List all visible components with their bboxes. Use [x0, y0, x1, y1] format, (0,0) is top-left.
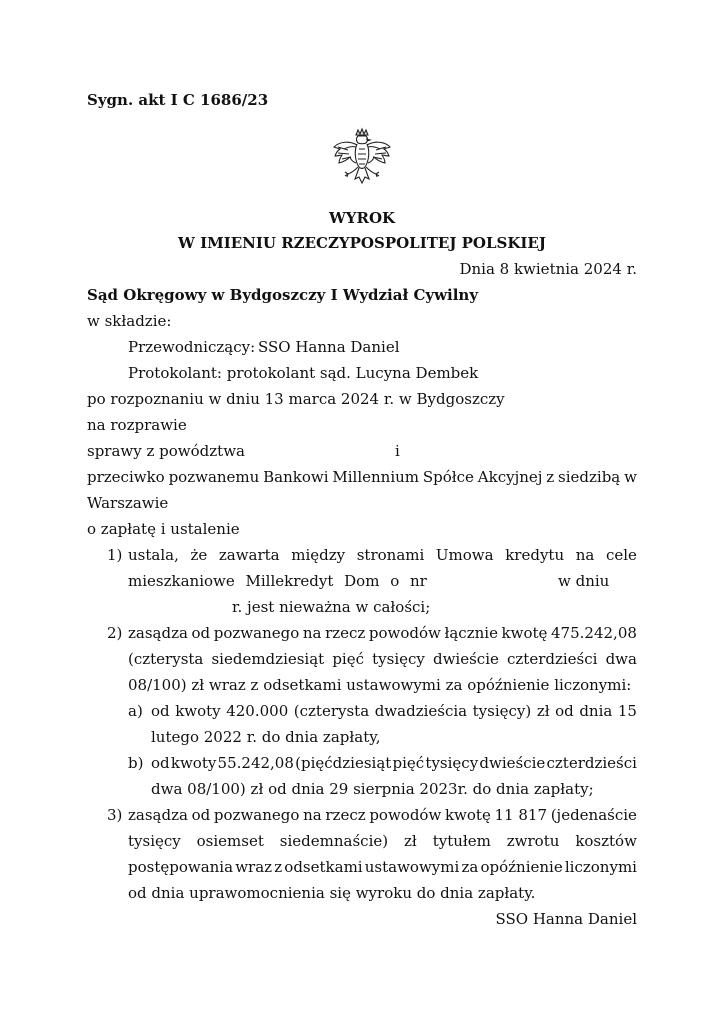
word: (czterysta [293, 702, 370, 720]
word: kwoty [175, 702, 221, 720]
word: na [303, 806, 322, 824]
word: ustala, [128, 546, 179, 564]
word: zawarta [218, 546, 280, 564]
word: dwieście [432, 650, 499, 668]
clerk-line: Protokolant: protokolant sąd. Lucyna Dembek [128, 364, 479, 382]
signoff: SSO Hanna Daniel [495, 910, 637, 928]
sub-a-line-1 [151, 701, 637, 721]
claimants-and: i [395, 442, 400, 460]
proceedings-line-2: na rozprawie [87, 416, 187, 434]
word: czterdzieści [546, 754, 637, 772]
word: z [274, 858, 283, 876]
word: siedzibą [558, 468, 621, 486]
word: pozwanemu [168, 468, 260, 486]
word: tytułem [432, 832, 491, 850]
word: 15 [617, 702, 637, 720]
word: kredytu [505, 546, 565, 564]
word: powodów [369, 806, 442, 824]
word: od [191, 806, 211, 824]
judgment-title: WYROK [328, 209, 396, 227]
word: wraz [235, 858, 273, 876]
sub-letter: b) [128, 754, 144, 772]
word: od [555, 702, 574, 720]
point-1-line-2b: w dniu [558, 572, 610, 590]
word: dnia [579, 702, 613, 720]
point-3-line-1 [128, 805, 637, 825]
word: rzecz [325, 624, 366, 642]
word: (jedenaście [550, 806, 637, 824]
word: Umowa [435, 546, 494, 564]
word: dwieście [479, 754, 546, 772]
word: z [546, 468, 555, 486]
point-1-line-1 [128, 545, 637, 565]
word: przeciwko [87, 468, 165, 486]
word: tysięcy [128, 832, 181, 850]
word: od [191, 624, 211, 642]
word: kwotę [444, 806, 491, 824]
word: między [291, 546, 346, 564]
word: powodów [368, 624, 441, 642]
point-1-line-3: r. jest nieważna w całości; [232, 598, 431, 616]
point-number: 3) [107, 806, 123, 824]
judgment-date: Dnia 8 kwietnia 2024 r. [459, 260, 637, 278]
defendant-line [87, 467, 637, 487]
point-3-line-4: od dnia uprawomocnienia się wyroku do dnia zapłaty. [128, 884, 536, 902]
word: zasądza [128, 624, 188, 642]
word: pozwanego [213, 806, 300, 824]
word: tysięcy [425, 754, 479, 772]
chair-label: Przewodniczący: [128, 338, 256, 356]
word: w [624, 468, 637, 486]
court-name: Sąd Okręgowy w Bydgoszczy I Wydział Cywilny [87, 286, 479, 304]
word: dwa [605, 650, 637, 668]
point-2-line-1 [128, 623, 637, 643]
word: Akcyjnej [477, 468, 543, 486]
word: tysięcy [372, 650, 425, 668]
word: zł [404, 832, 417, 850]
word: odsetkami [284, 858, 363, 876]
word: zwrotu [506, 832, 560, 850]
word: czterdzieści [506, 650, 598, 668]
word: za [461, 858, 479, 876]
sub-b-line-2: dwa 08/100) zł od dnia 29 sierpnia 2023r. do dnia zapłaty; [151, 780, 594, 798]
sub-a-line-2: lutego 2022 r. do dnia zapłaty, [151, 728, 381, 746]
word: Millennium [332, 468, 420, 486]
subject-line: o zapłatę i ustalenie [87, 520, 240, 538]
word: kwoty [170, 754, 217, 772]
proceedings-line-1: po rozpoznaniu w dniu 13 marca 2024 r. w Bydgoszczy [87, 390, 505, 408]
word: od [151, 754, 170, 772]
word: zł [536, 702, 550, 720]
point-number: 1) [107, 546, 123, 564]
word: tysięcy) [472, 702, 532, 720]
sub-b-line-1 [151, 753, 637, 773]
judgment-subtitle: W IMIENIU RZECZYPOSPOLITEJ POLSKIEJ [178, 234, 546, 252]
word: że [190, 546, 208, 564]
word: dwadzieścia [374, 702, 468, 720]
point-2-line-3: 08/100) zł wraz z odsetkami ustawowymi za opóźnienie liczonymi: [128, 676, 632, 694]
word: kosztów [575, 832, 637, 850]
word: pięć [392, 754, 425, 772]
word: siedemdziesiąt [211, 650, 325, 668]
word: rzecz [325, 806, 366, 824]
word: Bankowi [263, 468, 329, 486]
word: kwotę [501, 624, 548, 642]
composition-label: w składzie: [87, 312, 172, 330]
word: cele [605, 546, 637, 564]
word: postępowania [128, 858, 234, 876]
word: zasądza [128, 806, 188, 824]
word: 11 817 [494, 806, 548, 824]
defendant-city: Warszawie [87, 494, 169, 512]
word: 420.000 [226, 702, 289, 720]
word: na [302, 624, 322, 642]
chair-name: SSO Hanna Daniel [258, 338, 400, 356]
word: opóźnienie [480, 858, 563, 876]
word: stronami [356, 546, 425, 564]
point-number: 2) [107, 624, 123, 642]
claimants-label: sprawy z powództwa [87, 442, 245, 460]
word: od [151, 702, 170, 720]
word: łącznie [444, 624, 498, 642]
word: (pięćdziesiąt [295, 754, 392, 772]
point-1-line-2a: mieszkaniowe Millekredyt Dom o nr [128, 572, 427, 590]
word: na [575, 546, 595, 564]
word: ustawowymi [364, 858, 460, 876]
word: 475.242,08 [551, 624, 637, 642]
word: pozwanego [213, 624, 300, 642]
word: 55.242,08 [217, 754, 294, 772]
word: pięć [332, 650, 365, 668]
word: osiemset [196, 832, 264, 850]
point-3-line-2 [128, 831, 637, 851]
word: (czterysta [128, 650, 204, 668]
word: siedemnaście) [279, 832, 389, 850]
sub-letter: a) [128, 702, 143, 720]
point-3-line-3 [128, 857, 637, 877]
word: Spółce [422, 468, 474, 486]
case-signature: Sygn. akt I C 1686/23 [87, 91, 269, 109]
word: liczonymi [564, 858, 637, 876]
polish-eagle-emblem-icon [328, 127, 396, 195]
point-2-line-2 [128, 649, 637, 669]
